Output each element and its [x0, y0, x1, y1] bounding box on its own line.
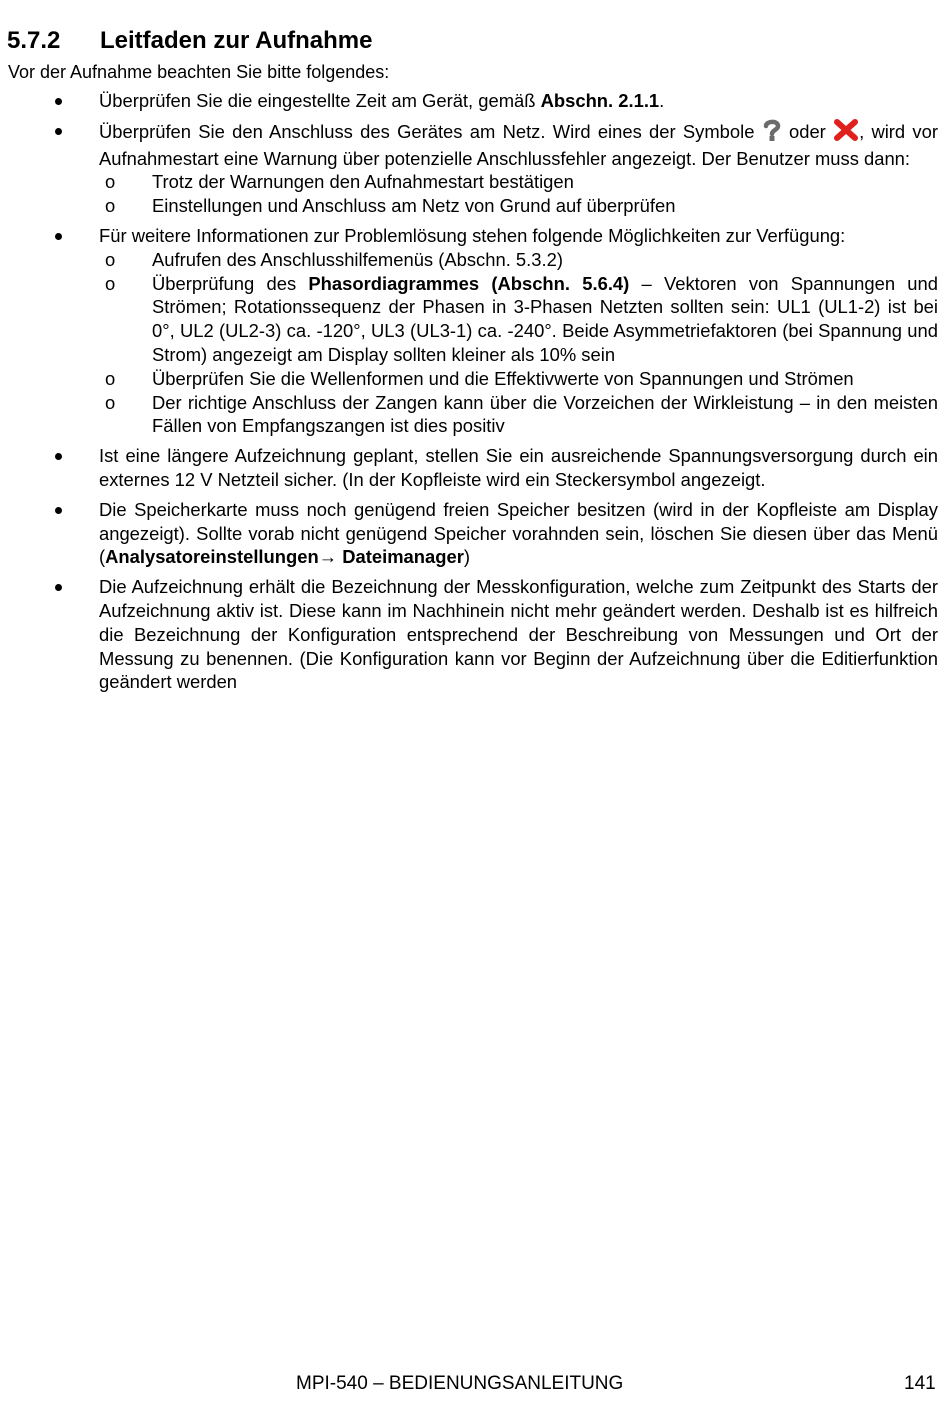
footer-title: MPI-540 – BEDIENUNGSANLEITUNG	[296, 1373, 624, 1394]
sub-item: o Der richtige Anschluss der Zangen kann über die Vorzeichen der Wirkleistung – in den meisten Fällen von Empfangszangen ist dies positiv	[105, 391, 938, 437]
red-x-icon	[833, 119, 859, 147]
sub-item: o Überprüfung des Phasordiagrammes (Abschn. 5.6.4) – Vektoren von Spannungen und Strömen; Rotationssequenz der Phasen in 3-Phasen Netzten sollten sein: UL1 (UL1-2) ist bei 0°, UL2 (UL2-3) ca. -120°, UL3 (UL3-1) ca. -240°. Beide Asymmetriefaktoren (bei Spannung und Strom) angezeigt am Display sollten kleiner als 10% sein	[105, 272, 938, 365]
sub-item: o Überprüfen Sie die Wellenformen und die Effektivwerte von Spannungen und Strömen	[105, 367, 854, 389]
list-item-time-check: Überprüfen Sie die eingestellte Zeit am Gerät, gemäß Abschn. 2.1.1.	[0, 89, 938, 113]
bullet	[55, 453, 62, 460]
bullet	[55, 128, 62, 135]
guideline-list	[0, 89, 950, 700]
intro-text: Vor der Aufnahme beachten Sie bitte folgendes:	[8, 62, 390, 82]
question-mark-icon	[762, 119, 782, 147]
list-item-recording-name: Die Aufzeichnung erhält die Bezeichnung der Messkonfiguration, welche zum Zeitpunkt des Starts der Aufzeichnung aktiv ist. Diese kann im Nachhinein nicht mehr geändert werden. Deshalb ist es hilfreich die Bezeichnung der Konfiguration entsprechend der Beschreibung von Messungen und Ort der Messung zu benennen. (Die Konfiguration kann vor Beginn der Aufzeichnung über die Editierfunktion geändert werden	[0, 575, 938, 694]
list-item-power-supply: Ist eine längere Aufzeichnung geplant, stellen Sie ein ausreichende Spannungsversorgung durch ein externes 12 V Netzteil sicher. (In der Kopfleiste wird ein Steckersymbol angezeigt.	[0, 444, 938, 492]
menu-path: Analysatoreinstellungen→ Dateimanager	[105, 546, 464, 568]
page-number: 141	[904, 1373, 936, 1394]
list-item-connection-check: Überprüfen Sie den Anschluss des Gerätes am Netz. Wird eines der Symbole oder , wird vor Aufnahmestart eine Warnung über potenzielle Anschlussfehler angezeigt. Der Benutzer muss dann: o Trotz der Warnungen den Aufnahmestart bestätigen o Einstellungen und Anschluss am Netz von Grund auf überprüfen	[0, 119, 938, 218]
list-item-memory-card: Die Speicherkarte muss noch genügend freien Speicher besitzen (wird in der Kopfleiste am Display angezeigt). Sollte vorab nicht genügend Speicher vorahnden sein, löschen Sie diesen über das Menü (Analysatoreinstellungen→ Dateimanager)	[0, 498, 938, 569]
arrow-icon: →	[318, 546, 338, 568]
sub-item: o Einstellungen und Anschluss am Netz von Grund auf überprüfen	[105, 195, 676, 217]
section-heading	[7, 26, 372, 56]
bullet	[55, 98, 62, 105]
list-item-troubleshooting: Für weitere Informationen zur Problemlösung stehen folgende Möglichkeiten zur Verfügung: o Aufrufen des Anschlusshilfemenüs (Abschn. 5.3.2) o Überprüfung des Phasordiagrammes (Abschn. 5.6.4) – Vektoren von Spannungen und Strömen; Rotationssequenz der Phasen in 3-Phasen Netzten sollten sein: UL1 (UL1-2) ist bei 0°, UL2 (UL2-3) ca. -120°, UL3 (UL3-1) ca. -240°. Beide Asymmetriefaktoren (bei Spannung und Strom) angezeigt am Display sollten kleiner als 10% sein o Überprüfen Sie die Wellenformen und die Effektivwerte von Spannungen und Strömen o Der richtige Anschluss der Zangen kann über die Vorzeichen der Wirkleistung – in den meisten Fällen von Empfangszangen ist dies positiv	[0, 224, 938, 438]
section-reference: Abschn. 2.1.1	[540, 90, 660, 111]
sub-item: o Trotz der Warnungen den Aufnahmestart bestätigen	[105, 171, 574, 193]
section-title: Leitfaden zur Aufnahme	[100, 27, 373, 54]
bullet	[55, 233, 62, 240]
sub-item: o Aufrufen des Anschlusshilfemenüs (Abschn. 5.3.2)	[105, 248, 563, 270]
section-number: 5.7.2	[7, 27, 61, 54]
bullet	[55, 584, 62, 591]
bullet	[55, 507, 62, 514]
